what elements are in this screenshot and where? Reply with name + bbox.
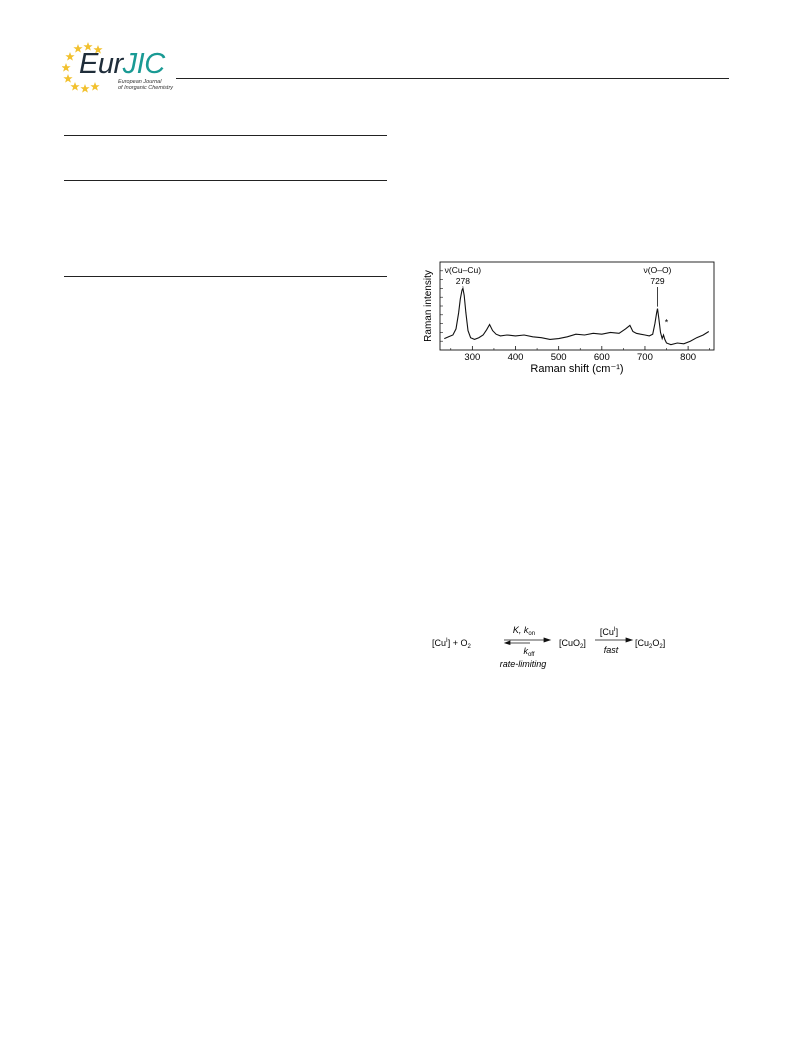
chart-annotations xyxy=(445,265,672,327)
peak-value: 278 xyxy=(455,276,470,286)
logo-wordmark-part2: JIC xyxy=(122,48,165,80)
table-header-rule xyxy=(64,180,387,181)
table-bottom-rule xyxy=(64,276,387,277)
table-top-rule xyxy=(64,135,387,136)
raman-spectrum-chart xyxy=(420,258,720,378)
x-tick-label: 700 xyxy=(637,352,653,363)
y-axis-label: Raman intensity xyxy=(423,270,434,342)
x-tick-label: 600 xyxy=(593,352,610,363)
logo-wordmark xyxy=(79,50,165,79)
arrow1-bottom-label: $k_{off}$ xyxy=(523,646,535,658)
logo-wordmark-part1: Eur xyxy=(79,48,123,80)
artifact-marker: * xyxy=(664,317,669,328)
x-tick-label: 400 xyxy=(507,352,524,363)
arrow2-bottom-label: fast xyxy=(603,645,619,655)
scheme-intermediate: [CuO$_2$] xyxy=(559,638,586,650)
x-tick-label: 800 xyxy=(680,352,697,363)
x-tick-label: 300 xyxy=(464,352,481,363)
forward-arrow-icon xyxy=(595,638,632,642)
scheme-product: $[Cu_2O_2]$ xyxy=(635,638,666,650)
logo-subtitle-line1: European Journal xyxy=(118,79,162,85)
reaction-scheme xyxy=(430,620,760,676)
peak-value: 729 xyxy=(650,276,665,286)
x-tick-label: 500 xyxy=(550,352,567,363)
rate-limiting-note: rate-limiting xyxy=(499,659,547,669)
spectrum-line xyxy=(444,288,709,344)
peak-label: ν(Cu–Cu) xyxy=(444,265,482,275)
equilibrium-arrow-icon xyxy=(504,638,550,645)
arrow1-top-label: K, $k_{on}$ xyxy=(512,625,536,637)
chart-ticks xyxy=(440,271,710,363)
arrow2-top-label: $[Cu^I]$ xyxy=(599,627,619,637)
peak-label: ν(O–O) xyxy=(643,265,672,275)
logo-subtitle-line2: of Inorganic Chemistry xyxy=(118,85,174,91)
header-rule xyxy=(176,78,729,79)
scheme-reactant: $[Cu^I] + O_2$ xyxy=(432,638,471,650)
x-axis-label: Raman shift (cm⁻¹) xyxy=(530,363,624,375)
